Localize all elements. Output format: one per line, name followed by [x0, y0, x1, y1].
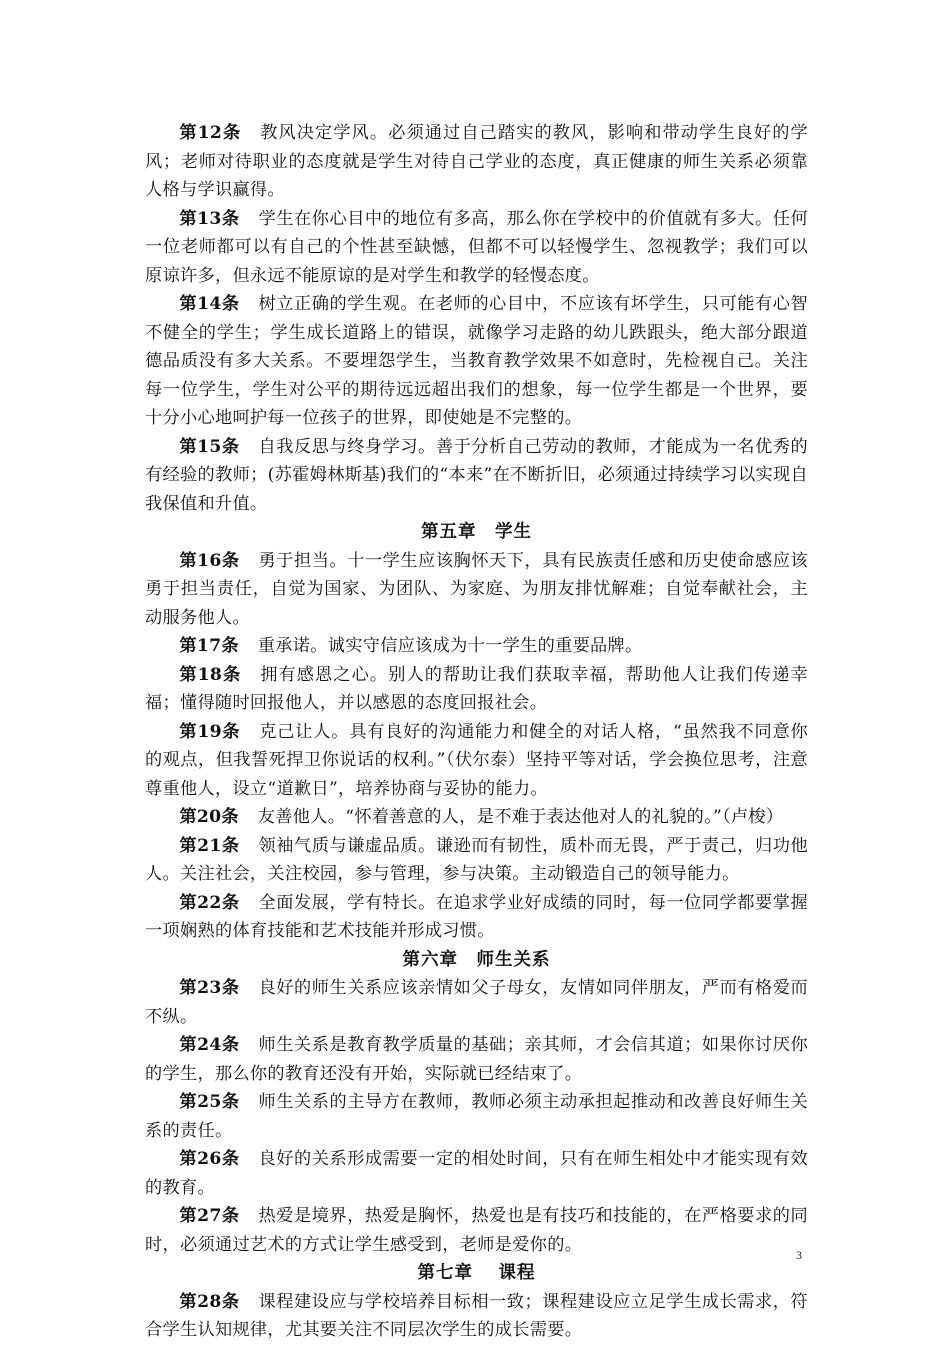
article-text: 良好的关系形成需要一定的相处时间，只有在师生相处中才能实现有效的教育。 [145, 1149, 808, 1198]
article-text: 课程建设应与学校培养目标相一致；课程建设应立足学生成长需求，符合学生认知规律，尤其要关注不同层次学生的成长需要。 [145, 1291, 808, 1340]
article-text: 树立正确的学生观。在老师的心目中，不应该有坏学生，只可能有心智不健全的学生；学生成长道路上的错误，就像学习走路的幼儿跌跟头，绝大部分跟道德品质没有多大关系。不要埋怨学生，当教育教学效果不如意时，先检视自己。关注每一位学生，学生对公平的期待远远超出我们的想象，每一位学生都是一个世界，要十分小心地呵护每一位孩子的世界，即使她是不完整的。 [145, 294, 808, 428]
article-number: 第19条 [179, 721, 241, 742]
article-paragraph [145, 832, 808, 889]
article-number: 第28条 [179, 1291, 240, 1312]
chapter-heading: 第六章 师生关系 [402, 949, 551, 970]
article-paragraph [145, 433, 808, 519]
article-paragraph [145, 632, 808, 661]
article-number: 第20条 [179, 807, 239, 827]
article-paragraph [145, 974, 808, 1031]
article-text: 领袖气质与谦虚品质。谦逊而有韧性，质朴而无畏，严于责己，归功他人。关注社会，关注校园，参与管理，参与决策。主动锻造自己的领导能力。 [145, 835, 808, 884]
article-number: 第22条 [179, 892, 240, 913]
article-number: 第26条 [179, 1149, 240, 1169]
article-paragraph [145, 661, 808, 718]
article-number: 第18条 [179, 664, 242, 685]
article-number: 第27条 [179, 1206, 240, 1226]
article-paragraph [145, 119, 808, 205]
article-paragraph [145, 803, 808, 832]
article-number: 第12条 [179, 123, 242, 143]
article-number: 第21条 [179, 835, 240, 856]
article-text: 全面发展，学有特长。在追求学业好成绩的同时，每一位同学都要掌握一项娴熟的体育技能和艺术技能并形成习惯。 [145, 892, 808, 941]
article-number: 第15条 [179, 436, 240, 457]
article-text: 学生在你心目中的地位有多高，那么你在学校中的价值就有多大。任何一位老师都可以有自己的个性甚至缺憾，但都不可以轻慢学生、忽视教学；我们可以原谅许多，但永远不能原谅的是对学生和教学的轻慢态度。 [145, 208, 808, 286]
article-text: 拥有感恩之心。别人的帮助让我们获取幸福，帮助他人让我们传递幸福；懂得随时回报他人，并以感恩的态度回报社会。 [145, 664, 808, 713]
article-text: 热爱是境界，热爱是胸怀，热爱也是有技巧和技能的，在严格要求的同时，必须通过艺术的方式让学生感受到，老师是爱你的。 [145, 1206, 808, 1255]
article-text: 友善他人。“怀着善意的人，是不难于表达他对人的礼貌的。”（卢梭） [257, 807, 784, 827]
article-number: 第23条 [179, 978, 240, 998]
article-text: 重承诺。诚实守信应该成为十一学生的重要品牌。 [257, 636, 643, 656]
document-body [145, 119, 808, 1345]
article-paragraph [145, 205, 808, 291]
article-paragraph [145, 1202, 808, 1259]
article-number: 第25条 [179, 1092, 240, 1112]
article-paragraph [145, 290, 808, 433]
article-paragraph [145, 1088, 808, 1145]
article-text: 勇于担当。十一学生应该胸怀天下，具有民族责任感和历史使命感应该勇于担当责任，自觉为国家、为团队、为家庭、为朋友排忧解难；自觉奉献社会，主动服务他人。 [145, 550, 808, 628]
article-number: 第16条 [179, 550, 240, 571]
chapter-heading: 第五章 学生 [421, 522, 532, 542]
article-paragraph [145, 1145, 808, 1202]
article-text: 自我反思与终身学习。善于分析自己劳动的教师，才能成为一名优秀的有经验的教师；(苏霍姆林斯基)我们的“本来”在不断折旧，必须通过持续学习以实现自我保值和升值。 [145, 436, 808, 514]
article-number: 第24条 [179, 1035, 240, 1055]
article-paragraph [145, 718, 808, 804]
article-text: 师生关系的主导方在教师，教师必须主动承担起推动和改善良好师生关系的责任。 [145, 1092, 808, 1141]
article-paragraph [145, 1288, 808, 1345]
article-text: 克己让人。具有良好的沟通能力和健全的对话人格，“虽然我不同意你的观点，但我誓死捍卫你说话的权利。”（伏尔泰）坚持平等对话，学会换位思考，注意尊重他人，设立“道歉日”，培养协商与妥协的能力。 [145, 721, 808, 799]
article-paragraph [145, 889, 808, 946]
article-text: 师生关系是教育教学质量的基础；亲其师，才会信其道；如果你讨厌你的学生，那么你的教育还没有开始，实际就已经结束了。 [145, 1035, 808, 1084]
article-text: 良好的师生关系应该亲情如父子母女，友情如同伴朋友，严而有格爱而不纵。 [145, 978, 808, 1027]
article-number: 第17条 [179, 636, 239, 656]
article-number: 第14条 [179, 294, 240, 314]
article-number: 第13条 [179, 208, 240, 229]
article-paragraph [145, 547, 808, 633]
article-text: 教风决定学风。必须通过自己踏实的教风，影响和带动学生良好的学风；老师对待职业的态度就是学生对待自己学业的态度，真正健康的师生关系必须靠人格与学识赢得。 [145, 123, 808, 200]
page-number: 3 [796, 1248, 802, 1262]
article-paragraph [145, 1031, 808, 1088]
chapter-heading: 第七章 课程 [417, 1263, 536, 1283]
